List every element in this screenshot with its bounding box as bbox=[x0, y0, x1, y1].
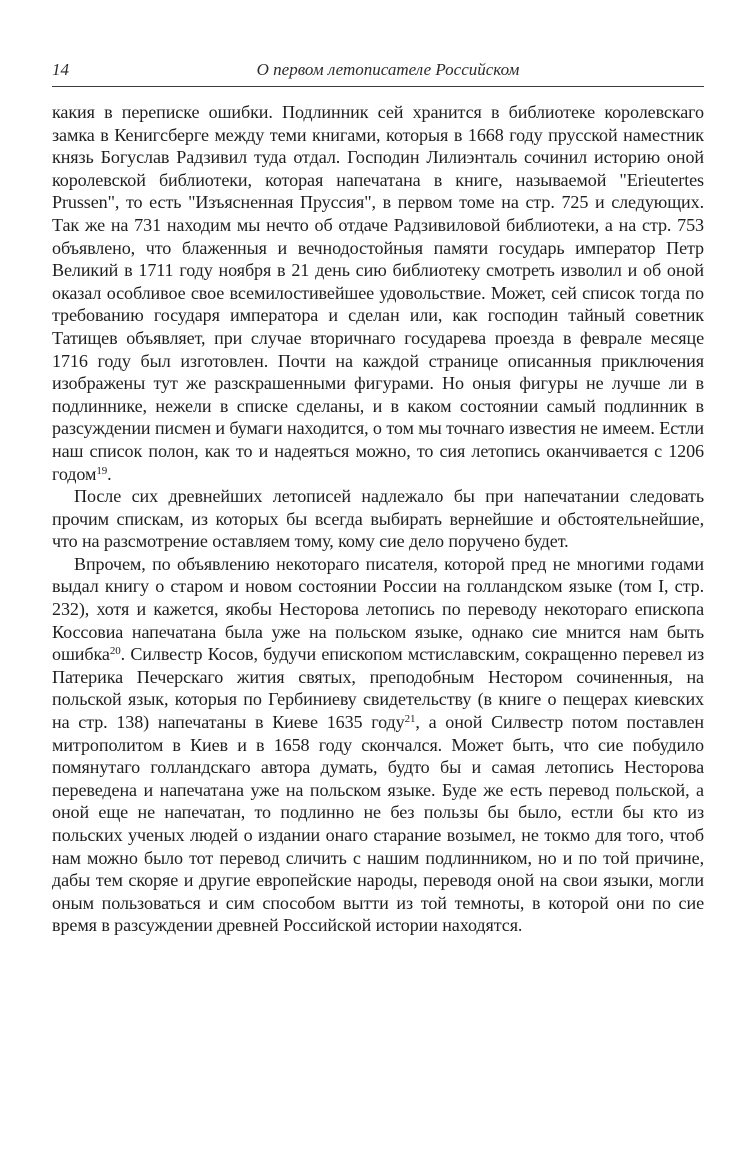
footnote-marker[interactable]: 21 bbox=[404, 713, 416, 726]
paragraph bbox=[52, 485, 704, 553]
running-title: О первом летописателе Российском bbox=[256, 60, 520, 79]
paragraph-text: После сих древнейших летописей надлежало бы при напечатании следовать прочим спискам, из которых бы всегда выбирать вернейшие и обстоятельнейшие, что на разсмотрение оставляем тому, кому сие дело поручено будет. bbox=[52, 486, 704, 552]
body-text bbox=[52, 101, 704, 937]
paragraph-text: . Силвестр Косов, будучи епископом мстиславским, сокращенно перевел из Патерика Печерскаго жития святых, преподобным Нестором сочиненныя, на польской язык, которыя по Гербиниеву свидетельству (в книге о пещерах киевских на стр. 138) напечатаны в Киеве 1635 году bbox=[52, 644, 704, 733]
running-head bbox=[52, 58, 704, 87]
paragraph-text: . bbox=[107, 463, 112, 484]
paragraph-text: Впрочем, по объявлению некотораго писателя, которой пред не многими годами выдал книгу о старом и новом состоянии России на голландском языке (том I, стр. 232), хотя и кажется, якобы Несторова летопись по переводу некотораго епископа Коссовиа напечатана была уже на польском языке, однако сие мнится нам быть ошибка bbox=[52, 553, 704, 665]
page-number: 14 bbox=[52, 60, 69, 79]
footnote-marker[interactable]: 20 bbox=[109, 645, 121, 658]
paragraph-text: , а оной Силвестр потом поставлен митрополитом в Киев и в 1658 году скончался. Может быть, что сие побудило помянутаго голландскаго автора думать, будто бы и самая летопись Несторова переведена и напечатана уже на польском языке. Буде же есть перевод польской, а оной еще не напечатан, то подлинно не без пользы бы было, естли бы кто из польских ученых людей о издании онаго старание возымел, не токмо для того, чтоб нам можно было тот перевод сличить с нашим подлинником, но и по той причине, дабы тем скоряе и другие европейские народы, переводя оной на свои языки, могли оным пользоваться и сим способом вытти из той темноты, в которой они по сие время в разсуждении древней Российской истории находятся. bbox=[52, 712, 705, 936]
paragraph bbox=[52, 553, 704, 937]
paragraph-text: какия в переписке ошибки. Подлинник сей хранится в библиотеке королевскаго замка в Кенигсберге между теми книгами, которыя в 1668 году прусской наместник князь Богуслав Радзивил туда отдал. Господин Лилиэнталь сочинил историю оной королевской библиотеки, которая напечатана в книге, называемой "Erieutertes Prussen", то есть "Изъясненная Пруссия", в первом томе на стр. 725 и следующих. Так же на 731 находим мы нечто об отдаче Радзивиловой библиотеки, а на стр. 753 объявлено, что блаженныя и вечнодостойныя памяти государь император Петр Великий в 1711 году ноября в 21 день сию библиотеку смотреть изволил и об оной оказал особливое свое всемилостивейшее удовольствие. Может, сей список тогда по требованию государя императора и сделан или, как господин тайный советник Татищев объявляет, при случае вторичнаго государева проезда в феврале месяце 1716 году был изготовлен. Почти на каждой странице описанныя приключения изображены тут же разскрашенными фигурами. Но оныя фигуры не лучше ли в подлиннике, нежели в списке сделаны, и в каком состоянии самый подлинник в разсуждении писмен и бумаги находится, о том мы точнаго известия не имеем. Естли наш список полон, как то и надеяться можно, то сия летопись оканчивается с 1206 годом bbox=[52, 102, 704, 484]
paragraph-continuation bbox=[52, 101, 704, 485]
footnote-marker[interactable]: 19 bbox=[96, 464, 108, 477]
book-page bbox=[52, 58, 704, 937]
